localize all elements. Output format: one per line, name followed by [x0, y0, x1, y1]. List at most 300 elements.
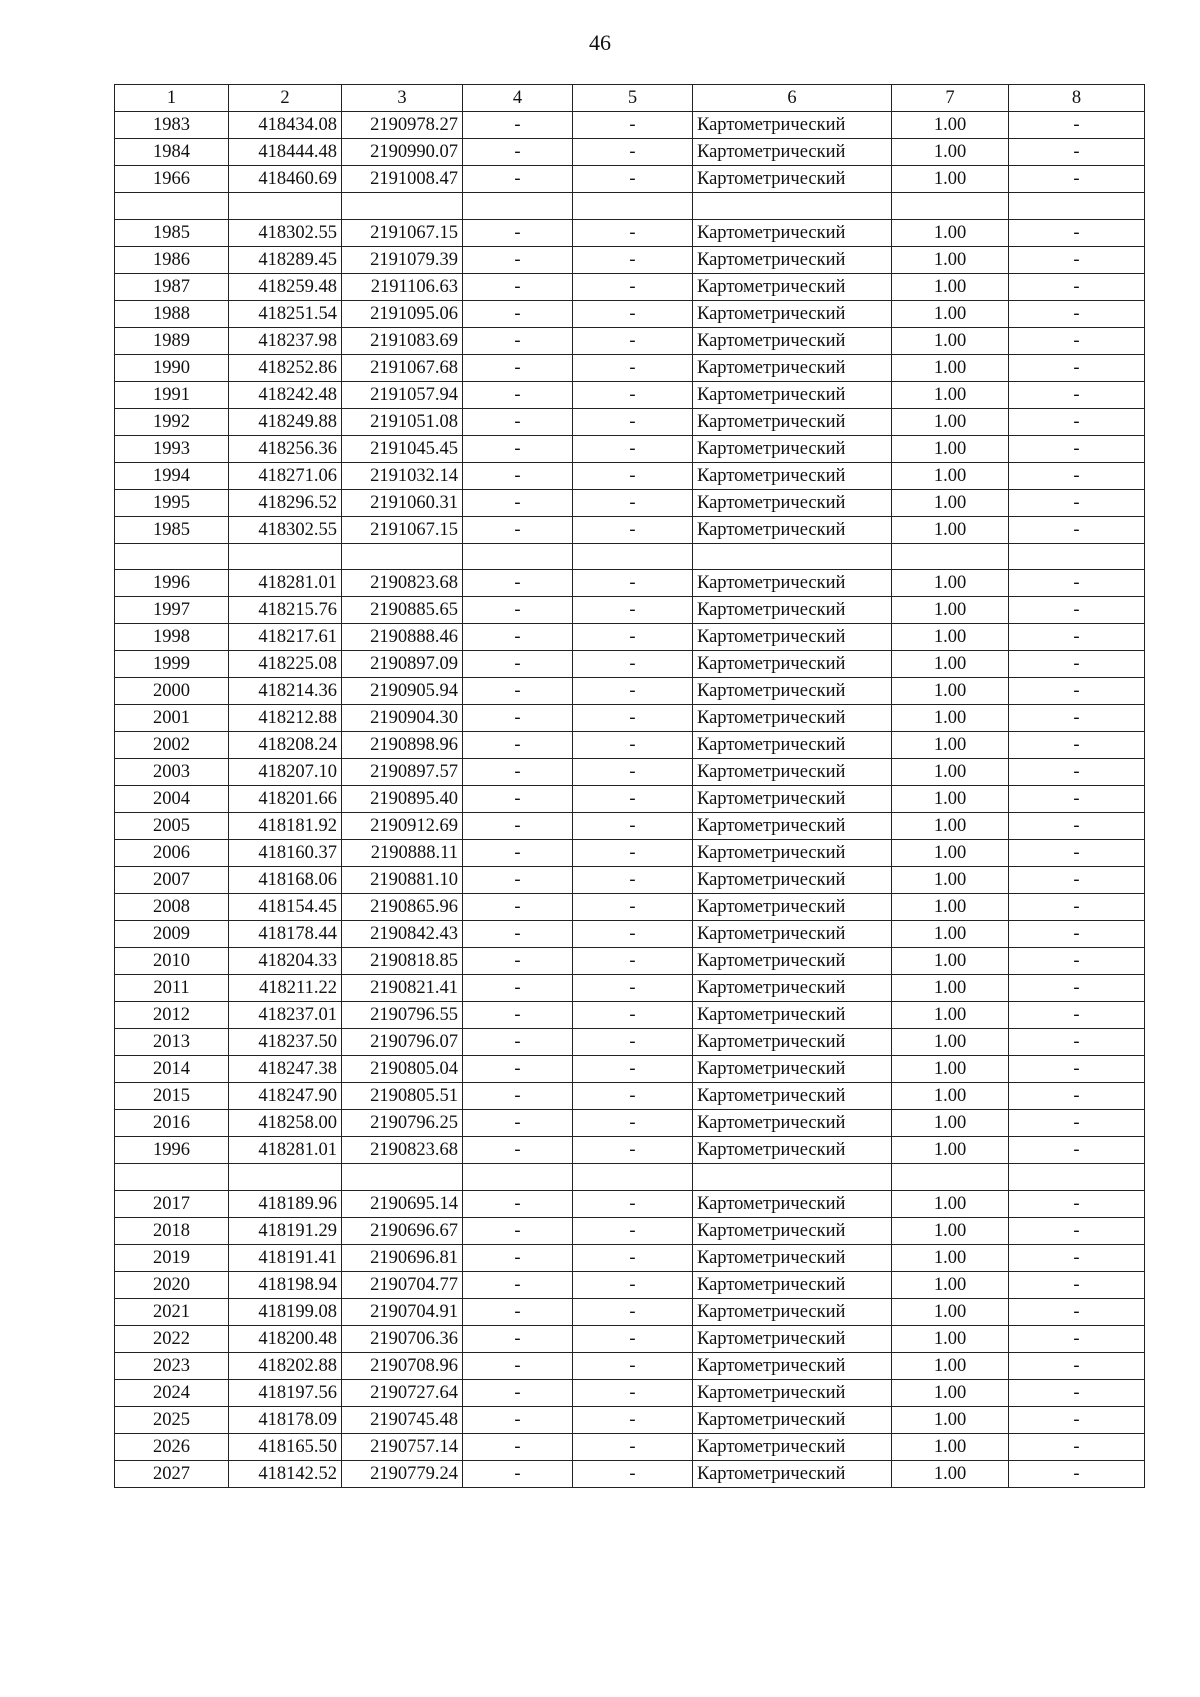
x-coordinate-cell: 418160.37	[229, 840, 342, 867]
table-row	[115, 786, 1145, 813]
method-cell: Картометрический	[693, 1056, 892, 1083]
y-coordinate-cell: 2191045.45	[342, 435, 463, 462]
col5-cell: -	[573, 381, 693, 408]
x-coordinate-cell: 418178.09	[229, 1406, 342, 1433]
col5-cell: -	[573, 1002, 693, 1029]
y-coordinate-cell	[342, 1164, 463, 1191]
col4-cell: -	[463, 1325, 573, 1352]
col4-cell: -	[463, 1433, 573, 1460]
y-coordinate-cell: 2190745.48	[342, 1406, 463, 1433]
column-header: 3	[342, 85, 463, 112]
method-cell: Картометрический	[693, 624, 892, 651]
table-row	[115, 1217, 1145, 1244]
col5-cell	[573, 1164, 693, 1191]
col5-cell: -	[573, 354, 693, 381]
table-row	[115, 1110, 1145, 1137]
point-number-cell	[115, 1164, 229, 1191]
y-coordinate-cell: 2190895.40	[342, 786, 463, 813]
col8-cell: -	[1009, 489, 1145, 516]
x-coordinate-cell: 418154.45	[229, 894, 342, 921]
col8-cell: -	[1009, 327, 1145, 354]
method-cell: Картометрический	[693, 1271, 892, 1298]
method-cell: Картометрический	[693, 112, 892, 139]
table-row	[115, 705, 1145, 732]
accuracy-cell: 1.00	[892, 867, 1009, 894]
column-header: 8	[1009, 85, 1145, 112]
col5-cell	[573, 193, 693, 220]
col4-cell: -	[463, 1352, 573, 1379]
accuracy-cell: 1.00	[892, 840, 1009, 867]
table-row	[115, 1352, 1145, 1379]
col8-cell: -	[1009, 408, 1145, 435]
col5-cell: -	[573, 1190, 693, 1217]
point-number-cell: 2014	[115, 1056, 229, 1083]
col4-cell: -	[463, 381, 573, 408]
col5-cell: -	[573, 166, 693, 193]
point-number-cell: 2000	[115, 678, 229, 705]
accuracy-cell: 1.00	[892, 786, 1009, 813]
point-number-cell: 1999	[115, 651, 229, 678]
y-coordinate-cell: 2191067.68	[342, 354, 463, 381]
point-number-cell: 2006	[115, 840, 229, 867]
table-row	[115, 1433, 1145, 1460]
y-coordinate-cell: 2190823.68	[342, 570, 463, 597]
accuracy-cell: 1.00	[892, 624, 1009, 651]
table-row	[115, 1325, 1145, 1352]
col5-cell: -	[573, 597, 693, 624]
x-coordinate-cell: 418189.96	[229, 1190, 342, 1217]
col4-cell: -	[463, 462, 573, 489]
method-cell: Картометрический	[693, 1379, 892, 1406]
x-coordinate-cell: 418168.06	[229, 867, 342, 894]
table-row	[115, 975, 1145, 1002]
y-coordinate-cell: 2190708.96	[342, 1352, 463, 1379]
x-coordinate-cell: 418208.24	[229, 732, 342, 759]
col8-cell: -	[1009, 786, 1145, 813]
x-coordinate-cell: 418191.41	[229, 1244, 342, 1271]
col4-cell: -	[463, 813, 573, 840]
x-coordinate-cell: 418237.98	[229, 327, 342, 354]
accuracy-cell: 1.00	[892, 1325, 1009, 1352]
col5-cell: -	[573, 975, 693, 1002]
col8-cell: -	[1009, 1298, 1145, 1325]
accuracy-cell: 1.00	[892, 462, 1009, 489]
col8-cell: -	[1009, 975, 1145, 1002]
method-cell: Картометрический	[693, 570, 892, 597]
accuracy-cell: 1.00	[892, 435, 1009, 462]
x-coordinate-cell: 418200.48	[229, 1325, 342, 1352]
accuracy-cell: 1.00	[892, 732, 1009, 759]
table-row	[115, 570, 1145, 597]
y-coordinate-cell: 2191079.39	[342, 246, 463, 273]
point-number-cell	[115, 543, 229, 570]
accuracy-cell: 1.00	[892, 813, 1009, 840]
x-coordinate-cell: 418256.36	[229, 435, 342, 462]
col8-cell: -	[1009, 1460, 1145, 1487]
accuracy-cell	[892, 543, 1009, 570]
y-coordinate-cell: 2190897.57	[342, 759, 463, 786]
y-coordinate-cell: 2190704.91	[342, 1298, 463, 1325]
table-row	[115, 246, 1145, 273]
table-row	[115, 381, 1145, 408]
col8-cell: -	[1009, 1190, 1145, 1217]
y-coordinate-cell: 2190978.27	[342, 112, 463, 139]
col8-cell: -	[1009, 1056, 1145, 1083]
point-number-cell: 2004	[115, 786, 229, 813]
col8-cell: -	[1009, 1406, 1145, 1433]
method-cell: Картометрический	[693, 705, 892, 732]
col5-cell: -	[573, 516, 693, 543]
x-coordinate-cell: 418289.45	[229, 246, 342, 273]
accuracy-cell: 1.00	[892, 678, 1009, 705]
y-coordinate-cell: 2190695.14	[342, 1190, 463, 1217]
y-coordinate-cell: 2190805.04	[342, 1056, 463, 1083]
point-number-cell: 1994	[115, 462, 229, 489]
method-cell: Картометрический	[693, 1190, 892, 1217]
y-coordinate-cell: 2191067.15	[342, 219, 463, 246]
point-number-cell: 2009	[115, 921, 229, 948]
method-cell: Картометрический	[693, 732, 892, 759]
point-number-cell: 1996	[115, 1137, 229, 1164]
table-row	[115, 759, 1145, 786]
method-cell: Картометрический	[693, 300, 892, 327]
col4-cell: -	[463, 1029, 573, 1056]
x-coordinate-cell: 418302.55	[229, 219, 342, 246]
col5-cell: -	[573, 705, 693, 732]
point-number-cell: 1997	[115, 597, 229, 624]
table-row	[115, 1271, 1145, 1298]
table-row	[115, 408, 1145, 435]
y-coordinate-cell: 2190898.96	[342, 732, 463, 759]
table-row	[115, 732, 1145, 759]
accuracy-cell: 1.00	[892, 1002, 1009, 1029]
col5-cell: -	[573, 1110, 693, 1137]
col5-cell: -	[573, 1029, 693, 1056]
y-coordinate-cell: 2190757.14	[342, 1433, 463, 1460]
col4-cell: -	[463, 1271, 573, 1298]
y-coordinate-cell: 2190865.96	[342, 894, 463, 921]
table-row	[115, 1083, 1145, 1110]
accuracy-cell: 1.00	[892, 1029, 1009, 1056]
accuracy-cell: 1.00	[892, 381, 1009, 408]
method-cell: Картометрический	[693, 273, 892, 300]
point-number-cell: 2016	[115, 1110, 229, 1137]
col5-cell: -	[573, 624, 693, 651]
col5-cell: -	[573, 408, 693, 435]
y-coordinate-cell: 2191057.94	[342, 381, 463, 408]
method-cell: Картометрический	[693, 1002, 892, 1029]
x-coordinate-cell	[229, 193, 342, 220]
col8-cell: -	[1009, 300, 1145, 327]
y-coordinate-cell: 2190905.94	[342, 678, 463, 705]
accuracy-cell: 1.00	[892, 1352, 1009, 1379]
table-row	[115, 840, 1145, 867]
col5-cell: -	[573, 1325, 693, 1352]
column-header: 4	[463, 85, 573, 112]
point-number-cell: 2023	[115, 1352, 229, 1379]
col4-cell: -	[463, 408, 573, 435]
point-number-cell: 2007	[115, 867, 229, 894]
column-header: 1	[115, 85, 229, 112]
table-row	[115, 1298, 1145, 1325]
x-coordinate-cell: 418237.50	[229, 1029, 342, 1056]
col5-cell: -	[573, 894, 693, 921]
accuracy-cell: 1.00	[892, 759, 1009, 786]
method-cell: Картометрический	[693, 975, 892, 1002]
col5-cell: -	[573, 732, 693, 759]
point-number-cell: 2013	[115, 1029, 229, 1056]
col4-cell: -	[463, 732, 573, 759]
table-row	[115, 354, 1145, 381]
accuracy-cell: 1.00	[892, 1271, 1009, 1298]
method-cell	[693, 1164, 892, 1191]
method-cell: Картометрический	[693, 219, 892, 246]
method-cell: Картометрический	[693, 1083, 892, 1110]
col4-cell: -	[463, 570, 573, 597]
col4-cell: -	[463, 1460, 573, 1487]
y-coordinate-cell: 2190888.11	[342, 840, 463, 867]
col4-cell: -	[463, 786, 573, 813]
x-coordinate-cell: 418249.88	[229, 408, 342, 435]
point-number-cell: 2017	[115, 1190, 229, 1217]
column-header: 7	[892, 85, 1009, 112]
x-coordinate-cell: 418217.61	[229, 624, 342, 651]
method-cell	[693, 193, 892, 220]
table-row	[115, 489, 1145, 516]
y-coordinate-cell: 2190990.07	[342, 139, 463, 166]
col8-cell: -	[1009, 867, 1145, 894]
col8-cell: -	[1009, 273, 1145, 300]
col8-cell: -	[1009, 705, 1145, 732]
method-cell: Картометрический	[693, 516, 892, 543]
y-coordinate-cell	[342, 193, 463, 220]
col8-cell: -	[1009, 1433, 1145, 1460]
col8-cell: -	[1009, 1110, 1145, 1137]
col4-cell: -	[463, 759, 573, 786]
y-coordinate-cell: 2190779.24	[342, 1460, 463, 1487]
col8-cell: -	[1009, 112, 1145, 139]
method-cell: Картометрический	[693, 786, 892, 813]
point-number-cell: 1983	[115, 112, 229, 139]
x-coordinate-cell: 418191.29	[229, 1217, 342, 1244]
col5-cell: -	[573, 786, 693, 813]
accuracy-cell: 1.00	[892, 1190, 1009, 1217]
accuracy-cell: 1.00	[892, 300, 1009, 327]
y-coordinate-cell: 2190796.25	[342, 1110, 463, 1137]
col5-cell: -	[573, 651, 693, 678]
col4-cell: -	[463, 975, 573, 1002]
accuracy-cell: 1.00	[892, 894, 1009, 921]
x-coordinate-cell	[229, 1164, 342, 1191]
col8-cell: -	[1009, 840, 1145, 867]
col5-cell: -	[573, 1298, 693, 1325]
x-coordinate-cell: 418214.36	[229, 678, 342, 705]
method-cell: Картометрический	[693, 1352, 892, 1379]
col4-cell: -	[463, 651, 573, 678]
col4-cell: -	[463, 273, 573, 300]
y-coordinate-cell: 2190818.85	[342, 948, 463, 975]
col8-cell: -	[1009, 597, 1145, 624]
col5-cell: -	[573, 1217, 693, 1244]
method-cell: Картометрический	[693, 678, 892, 705]
method-cell: Картометрический	[693, 948, 892, 975]
x-coordinate-cell: 418181.92	[229, 813, 342, 840]
col4-cell: -	[463, 624, 573, 651]
x-coordinate-cell: 418302.55	[229, 516, 342, 543]
point-number-cell: 2002	[115, 732, 229, 759]
point-number-cell: 1998	[115, 624, 229, 651]
col4-cell: -	[463, 1110, 573, 1137]
col8-cell: -	[1009, 948, 1145, 975]
point-number-cell: 1990	[115, 354, 229, 381]
col4-cell: -	[463, 1083, 573, 1110]
page-number: 46	[589, 30, 611, 55]
col4-cell: -	[463, 246, 573, 273]
table-row	[115, 1002, 1145, 1029]
point-number-cell: 2008	[115, 894, 229, 921]
y-coordinate-cell: 2190796.07	[342, 1029, 463, 1056]
coordinates-table	[114, 84, 1145, 1488]
method-cell: Картометрический	[693, 1110, 892, 1137]
col4-cell: -	[463, 1190, 573, 1217]
table-row	[115, 462, 1145, 489]
y-coordinate-cell: 2191008.47	[342, 166, 463, 193]
method-cell: Картометрический	[693, 597, 892, 624]
col8-cell: -	[1009, 651, 1145, 678]
col8-cell	[1009, 1164, 1145, 1191]
y-coordinate-cell: 2191067.15	[342, 516, 463, 543]
col8-cell: -	[1009, 759, 1145, 786]
point-number-cell: 1992	[115, 408, 229, 435]
table-row	[115, 921, 1145, 948]
col8-cell: -	[1009, 219, 1145, 246]
method-cell: Картометрический	[693, 462, 892, 489]
point-number-cell: 2001	[115, 705, 229, 732]
x-coordinate-cell: 418444.48	[229, 139, 342, 166]
col4-cell: -	[463, 354, 573, 381]
x-coordinate-cell: 418202.88	[229, 1352, 342, 1379]
table-row	[115, 219, 1145, 246]
col8-cell: -	[1009, 1002, 1145, 1029]
x-coordinate-cell: 418201.66	[229, 786, 342, 813]
col4-cell: -	[463, 435, 573, 462]
separator-row	[115, 543, 1145, 570]
point-number-cell: 2022	[115, 1325, 229, 1352]
table-row	[115, 1379, 1145, 1406]
accuracy-cell: 1.00	[892, 1083, 1009, 1110]
method-cell: Картометрический	[693, 327, 892, 354]
col4-cell: -	[463, 300, 573, 327]
col5-cell: -	[573, 1352, 693, 1379]
method-cell: Картометрический	[693, 1298, 892, 1325]
column-header: 5	[573, 85, 693, 112]
point-number-cell: 2027	[115, 1460, 229, 1487]
col4-cell: -	[463, 678, 573, 705]
col8-cell: -	[1009, 1083, 1145, 1110]
accuracy-cell: 1.00	[892, 408, 1009, 435]
col8-cell: -	[1009, 1029, 1145, 1056]
col5-cell: -	[573, 921, 693, 948]
col8-cell: -	[1009, 166, 1145, 193]
col8-cell: -	[1009, 1271, 1145, 1298]
col8-cell: -	[1009, 624, 1145, 651]
x-coordinate-cell: 418242.48	[229, 381, 342, 408]
x-coordinate-cell: 418215.76	[229, 597, 342, 624]
method-cell: Картометрический	[693, 759, 892, 786]
y-coordinate-cell: 2190897.09	[342, 651, 463, 678]
col5-cell: -	[573, 489, 693, 516]
x-coordinate-cell: 418247.38	[229, 1056, 342, 1083]
point-number-cell: 2020	[115, 1271, 229, 1298]
table-row	[115, 624, 1145, 651]
col8-cell: -	[1009, 1379, 1145, 1406]
col4-cell: -	[463, 139, 573, 166]
table-row	[115, 139, 1145, 166]
table-row	[115, 813, 1145, 840]
col8-cell: -	[1009, 381, 1145, 408]
y-coordinate-cell: 2191051.08	[342, 408, 463, 435]
accuracy-cell: 1.00	[892, 948, 1009, 975]
point-number-cell: 2010	[115, 948, 229, 975]
column-header: 2	[229, 85, 342, 112]
point-number-cell: 2018	[115, 1217, 229, 1244]
table-row	[115, 1137, 1145, 1164]
point-number-cell: 1988	[115, 300, 229, 327]
col4-cell: -	[463, 705, 573, 732]
col5-cell: -	[573, 948, 693, 975]
col8-cell: -	[1009, 732, 1145, 759]
y-coordinate-cell	[342, 543, 463, 570]
col4-cell: -	[463, 166, 573, 193]
table-row	[115, 1056, 1145, 1083]
col5-cell: -	[573, 1271, 693, 1298]
accuracy-cell: 1.00	[892, 1056, 1009, 1083]
col8-cell: -	[1009, 246, 1145, 273]
col5-cell	[573, 543, 693, 570]
col8-cell: -	[1009, 516, 1145, 543]
method-cell: Картометрический	[693, 1029, 892, 1056]
method-cell: Картометрический	[693, 1433, 892, 1460]
col8-cell	[1009, 193, 1145, 220]
point-number-cell: 1993	[115, 435, 229, 462]
col8-cell: -	[1009, 921, 1145, 948]
method-cell: Картометрический	[693, 1325, 892, 1352]
col8-cell	[1009, 543, 1145, 570]
x-coordinate-cell: 418225.08	[229, 651, 342, 678]
col5-cell: -	[573, 570, 693, 597]
x-coordinate-cell: 418212.88	[229, 705, 342, 732]
y-coordinate-cell: 2190842.43	[342, 921, 463, 948]
col8-cell: -	[1009, 813, 1145, 840]
point-number-cell: 1996	[115, 570, 229, 597]
method-cell: Картометрический	[693, 139, 892, 166]
separator-row	[115, 1164, 1145, 1191]
accuracy-cell: 1.00	[892, 1460, 1009, 1487]
point-number-cell: 1995	[115, 489, 229, 516]
column-header: 6	[693, 85, 892, 112]
point-number-cell: 2011	[115, 975, 229, 1002]
col5-cell: -	[573, 1137, 693, 1164]
point-number-cell: 2005	[115, 813, 229, 840]
x-coordinate-cell: 418251.54	[229, 300, 342, 327]
y-coordinate-cell: 2190912.69	[342, 813, 463, 840]
col8-cell: -	[1009, 1217, 1145, 1244]
col4-cell: -	[463, 597, 573, 624]
point-number-cell: 2021	[115, 1298, 229, 1325]
col4-cell: -	[463, 112, 573, 139]
col5-cell: -	[573, 759, 693, 786]
col4-cell: -	[463, 1217, 573, 1244]
